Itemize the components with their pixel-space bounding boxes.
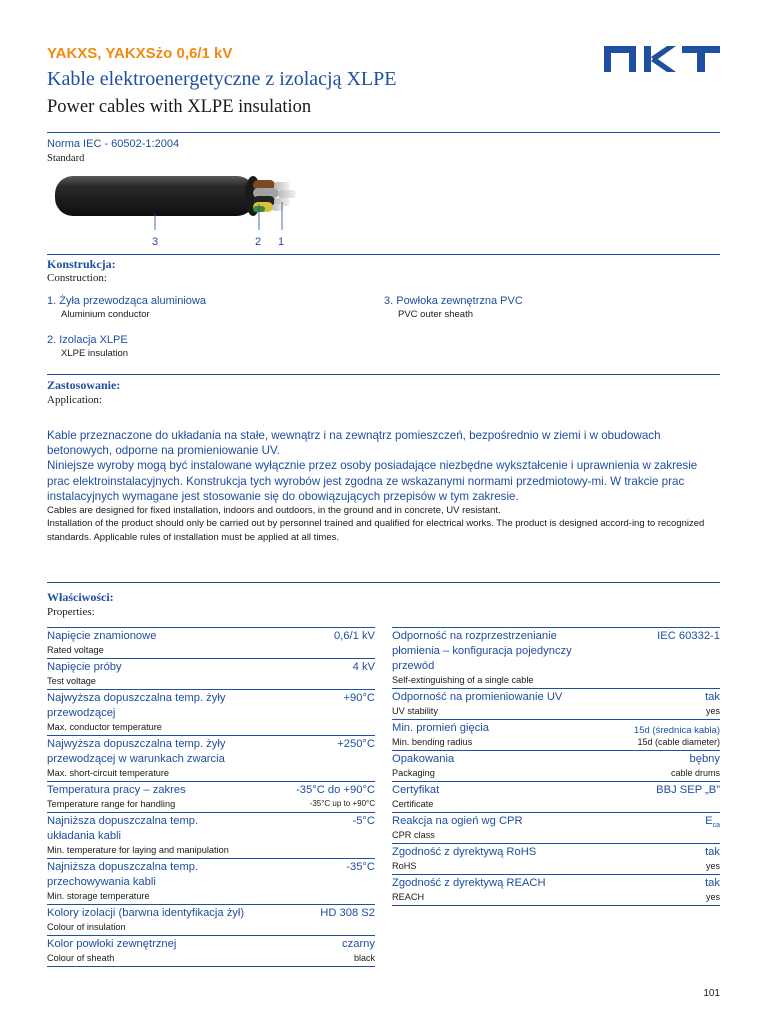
divider bbox=[47, 582, 720, 583]
construction-item-label-en: XLPE insulation bbox=[61, 348, 129, 359]
application-heading: Zastosowanie: bbox=[47, 378, 121, 392]
property-row bbox=[47, 658, 375, 689]
property-row bbox=[47, 904, 375, 935]
property-value-en: 15d (cable diameter) bbox=[637, 737, 720, 747]
construction-item-label: 3. Powłoka zewnętrzna PVC bbox=[384, 295, 523, 307]
divider bbox=[47, 374, 720, 375]
properties-heading-en: Properties: bbox=[47, 606, 95, 618]
property-value: tak bbox=[705, 877, 720, 889]
application-text-en: Cables are designed for fixed installation, indoors and outdoors, in the ground and in concrete, UV resistant. bbox=[47, 505, 501, 517]
divider bbox=[47, 132, 720, 133]
property-label-en: Test voltage bbox=[47, 676, 97, 686]
property-row bbox=[47, 781, 375, 812]
property-value-en: cable drums bbox=[670, 768, 720, 778]
property-label: Najniższa dopuszczalna temp. układania kabli bbox=[47, 815, 199, 842]
property-label-en: Temperature range for handling bbox=[47, 799, 176, 809]
property-row bbox=[47, 627, 375, 658]
property-label: Zgodność z dyrektywą REACH bbox=[392, 877, 546, 889]
application-text bbox=[47, 428, 720, 544]
construction-item bbox=[384, 295, 523, 320]
property-row bbox=[392, 781, 720, 812]
application-text-pl: Kable przeznaczone do układania na stałe, wewnątrz i na zewnątrz pomieszczeń, bezpośrednio w ziemi i w obudowach betonowych, odporne na promieniowanie UV. bbox=[47, 429, 661, 458]
divider bbox=[47, 254, 720, 255]
properties-table-left bbox=[47, 627, 375, 967]
property-label-en: REACH bbox=[392, 892, 425, 902]
property-value: 15d (średnica kabla) bbox=[633, 725, 720, 736]
property-value: bębny bbox=[689, 753, 720, 765]
property-value-en: yes bbox=[705, 861, 720, 871]
property-label: Odporność na promieniowanie UV bbox=[392, 691, 563, 703]
property-row bbox=[392, 719, 720, 750]
cpr-class-letter: E bbox=[705, 815, 713, 827]
construction-item-label: 1. Żyła przewodząca aluminiowa bbox=[47, 295, 206, 307]
application-text-en: Installation of the product should only be carried out by personnel trained and qualified for electrical works. The product is designed accord-ing to recognized standards. Applicable rules of installation must be applied at all times. bbox=[47, 518, 705, 543]
construction-item-label-en: Aluminium conductor bbox=[61, 309, 150, 320]
properties-table-right bbox=[392, 627, 720, 906]
property-value: HD 308 S2 bbox=[320, 907, 375, 919]
callout-1: 1 bbox=[278, 236, 285, 248]
property-value: IEC 60332-1 bbox=[657, 630, 720, 642]
property-value bbox=[705, 814, 720, 833]
property-label-en: Packaging bbox=[392, 768, 435, 778]
property-value-en: yes bbox=[705, 706, 720, 716]
page-title: Kable elektroenergetyczne z izolacją XLPE bbox=[47, 68, 397, 90]
property-value-en: yes bbox=[705, 892, 720, 902]
property-label: Opakowania bbox=[392, 753, 455, 765]
property-value: BBJ SEP „B” bbox=[656, 784, 720, 796]
construction-heading-en: Construction: bbox=[47, 272, 107, 284]
property-label: Min. promień gięcia bbox=[392, 722, 490, 734]
standard-label: Norma IEC - 60502-1:2004 bbox=[47, 138, 180, 150]
property-label: Napięcie próby bbox=[47, 661, 122, 673]
property-value: 0,6/1 kV bbox=[333, 630, 375, 642]
property-label: Kolory izolacji (barwna identyfikacja żył) bbox=[47, 907, 245, 919]
cpr-class-subscript: ca bbox=[712, 822, 720, 830]
cable-illustration bbox=[50, 170, 300, 230]
property-row bbox=[392, 688, 720, 719]
property-value: +250°C bbox=[337, 738, 375, 750]
property-label-en: Colour of insulation bbox=[47, 922, 126, 932]
property-label: Najwyższa dopuszczalna temp. żyły przewodzącej w warunkach zwarcia bbox=[47, 738, 226, 765]
property-label-en: Colour of sheath bbox=[47, 953, 115, 963]
property-label: Temperatura pracy – zakres bbox=[47, 784, 186, 796]
standard-label-en: Standard bbox=[47, 153, 85, 164]
page-number: 101 bbox=[703, 988, 720, 999]
property-label: Najwyższa dopuszczalna temp. żyły przewodzącej bbox=[47, 692, 226, 719]
property-label-en: Max. short-circuit temperature bbox=[47, 768, 170, 778]
property-value: 4 kV bbox=[352, 661, 375, 673]
property-row bbox=[392, 874, 720, 906]
property-row bbox=[392, 750, 720, 781]
property-value: tak bbox=[705, 846, 720, 858]
outer-sheath bbox=[55, 176, 255, 216]
property-label-en: UV stability bbox=[392, 706, 438, 716]
property-label: Kolor powłoki zewnętrznej bbox=[47, 938, 177, 950]
construction-item bbox=[47, 295, 206, 320]
property-label-en: RoHS bbox=[392, 861, 417, 871]
construction-item bbox=[47, 334, 128, 359]
property-row bbox=[47, 812, 375, 858]
construction-heading: Konstrukcja: bbox=[47, 257, 116, 271]
property-value: -5°C bbox=[352, 815, 375, 827]
property-row bbox=[47, 735, 375, 781]
property-value: -35°C do +90°C bbox=[296, 784, 375, 796]
page-subtitle: Power cables with XLPE insulation bbox=[47, 97, 312, 117]
property-row bbox=[47, 858, 375, 904]
property-label: Odporność na rozprzestrzenianie płomienia – konfiguracja pojedynczy przewód bbox=[392, 630, 572, 672]
property-value-en: -35°C up to +90°C bbox=[309, 799, 375, 808]
property-label: Reakcja na ogień wg CPR bbox=[392, 815, 523, 827]
property-value-en: black bbox=[353, 953, 375, 963]
property-label-en: Min. storage temperature bbox=[47, 891, 150, 901]
callout-2: 2 bbox=[255, 236, 262, 248]
property-label-en: Certificate bbox=[392, 799, 434, 809]
product-code: YAKXS, YAKXSżo 0,6/1 kV bbox=[47, 45, 233, 62]
property-value: czarny bbox=[342, 938, 375, 950]
application-text-pl: Niniejsze wyroby mogą być instalowane wyłącznie przez osoby posiadające niezbędne wykształcenie i uprawnienia w zakresie prac elektroinstalacyjnych. Konstrukcja tych wyrobów jest zgodna ze wskazanymi normami przedmiotowy-mi. W trakcie prac instalacyjnych wymagane jest stosowanie się do obowiązujących przepisów w tym zakresie. bbox=[47, 459, 698, 503]
callout-3: 3 bbox=[152, 236, 159, 248]
property-row bbox=[392, 812, 720, 843]
property-label: Certyfikat bbox=[392, 784, 440, 796]
property-label: Najniższa dopuszczalna temp. przechowywania kabli bbox=[47, 861, 199, 888]
properties-heading: Właściwości: bbox=[47, 590, 114, 604]
property-label-en: Rated voltage bbox=[47, 645, 104, 655]
property-label: Napięcie znamionowe bbox=[47, 630, 157, 642]
construction-item-label: 2. Izolacja XLPE bbox=[47, 334, 128, 346]
property-label-en: Self-extinguishing of a single cable bbox=[392, 675, 534, 685]
property-row bbox=[47, 935, 375, 967]
application-heading-en: Application: bbox=[47, 394, 102, 406]
property-row bbox=[392, 843, 720, 874]
property-label: Zgodność z dyrektywą RoHS bbox=[392, 846, 537, 858]
property-label-en: CPR class bbox=[392, 830, 435, 840]
property-row bbox=[392, 627, 720, 688]
property-label-en: Min. bending radius bbox=[392, 737, 473, 747]
property-label-en: Min. temperature for laying and manipulation bbox=[47, 845, 229, 855]
property-value: +90°C bbox=[343, 692, 375, 704]
nkt-logo bbox=[604, 44, 720, 74]
property-row bbox=[47, 689, 375, 735]
property-label-en: Max. conductor temperature bbox=[47, 722, 162, 732]
construction-item-label-en: PVC outer sheath bbox=[398, 309, 473, 320]
property-value: tak bbox=[705, 691, 720, 703]
property-value: -35°C bbox=[346, 861, 375, 873]
